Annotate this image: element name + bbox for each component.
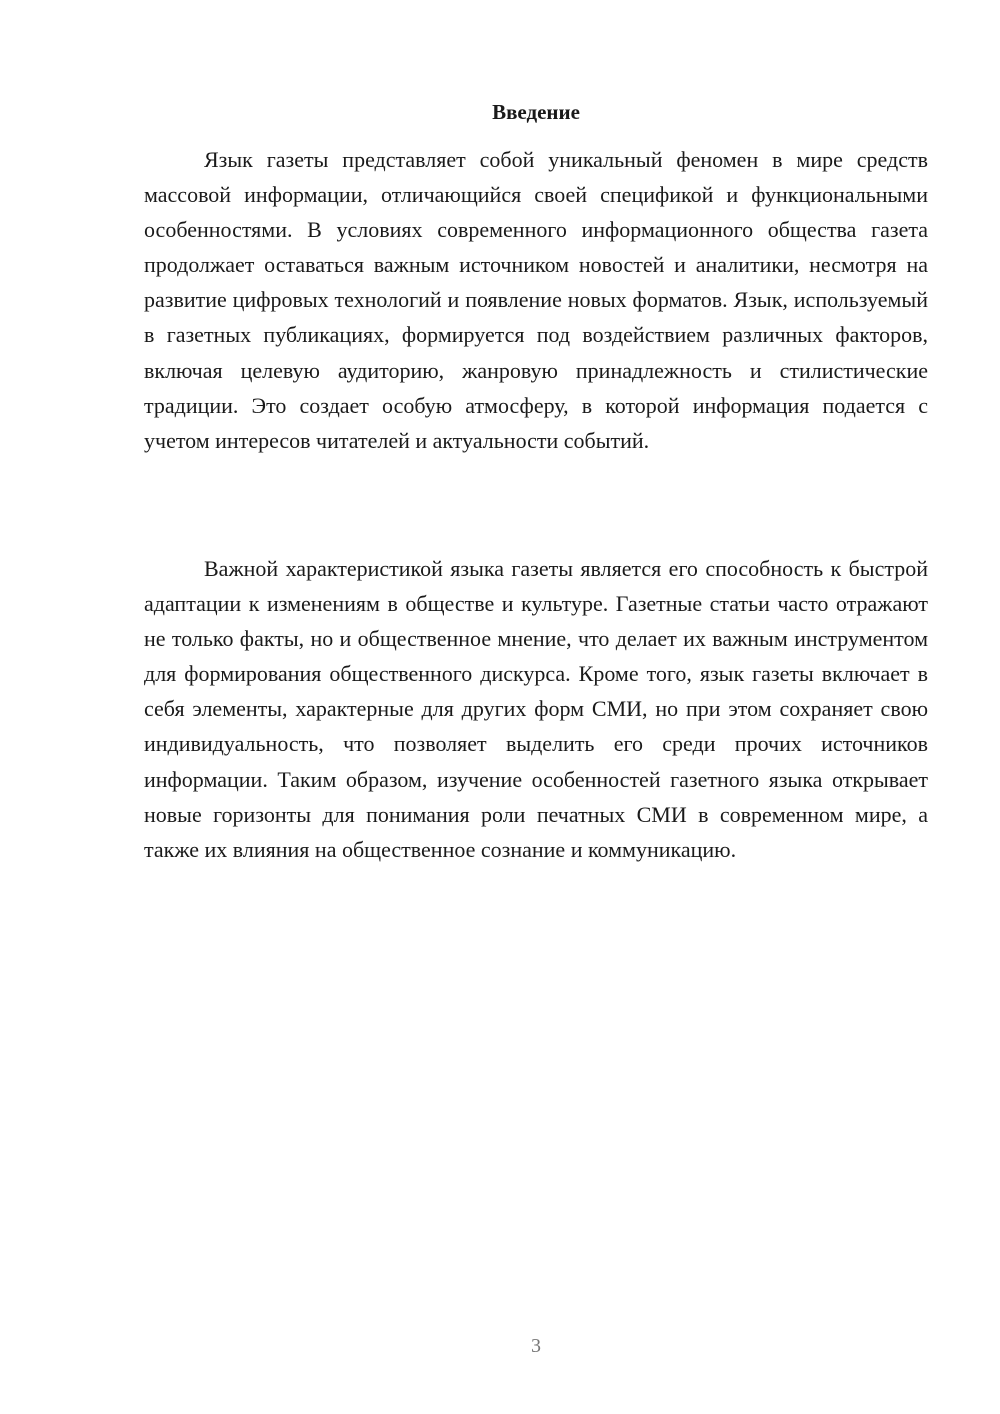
- paragraph-block-1: [144, 142, 928, 458]
- paragraph-1: Язык газеты представляет собой уникальный феномен в мире средств массовой информации, отличающийся своей спецификой и функциональными особенностями. В условиях современного информационного общества газета продолжает оставаться важным источником новостей и аналитики, несмотря на развитие цифровых технологий и появление новых форматов. Язык, используемый в газетных публикациях, формируется под воздействием различных факторов, включая целевую аудиторию, жанровую принадлежность и стилистические традиции. Это создает особую атмосферу, в которой информация подается с учетом интересов читателей и актуальности событий.: [144, 147, 928, 453]
- section-heading: Введение: [492, 100, 580, 124]
- paragraph-block-2: [144, 551, 928, 867]
- page-number: 3: [531, 1335, 541, 1357]
- paragraph-2: Важной характеристикой языка газеты является его способность к быстрой адаптации к изменениям в обществе и культуре. Газетные статьи часто отражают не только факты, но и общественное мнение, что делает их важным инструментом для формирования общественного дискурса. Кроме того, язык газеты включает в себя элементы, характерные для других форм СМИ, но при этом сохраняет свою индивидуальность, что позволяет выделить его среди прочих источников информации. Таким образом, изучение особенностей газетного языка открывает новые горизонты для понимания роли печатных СМИ в современном мире, а также их влияния на общественное сознание и коммуникацию.: [144, 556, 928, 862]
